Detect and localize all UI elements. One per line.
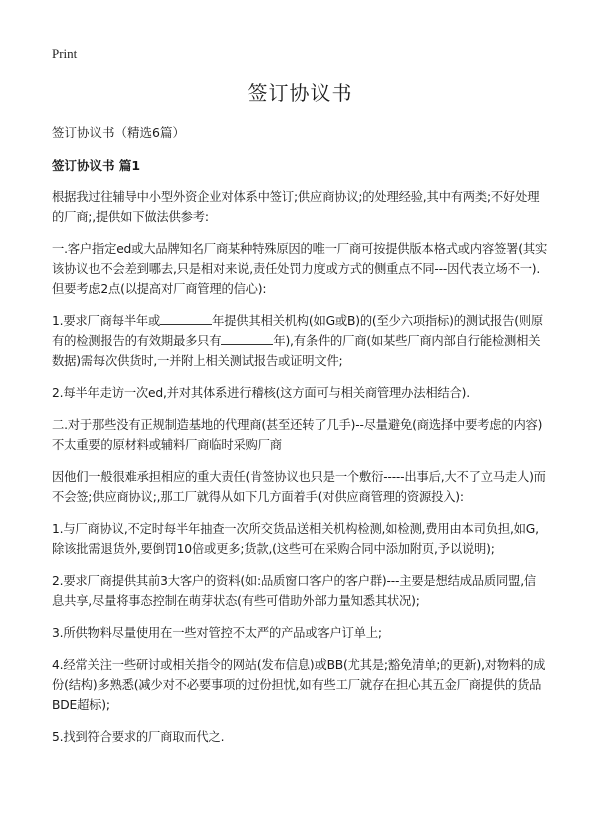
paragraph-text: 年提供其相关机构(如G或B)的(至少六项指标)的测试报告(则原有的检测报告的有效期最多只有 — [52, 314, 543, 348]
paragraph-reason: 因他们一般很难承担相应的重大责任(肯签协议也只是一个敷衍-----出事后,大不了立马走人)而不会签;供应商协议;,那工厂就得从如下几方面着手(对供应商管理的资源投入): — [52, 470, 546, 504]
fill-in-blank — [221, 332, 273, 345]
paragraph-measure-2: 2.要求厂商提供其前3大客户的资料(如:品质窗口客户的客户群)---主要是想结成品质同盟,信息共享,尽量将事态控制在萌芽状态(有些可借助外部力量知悉其状况); — [52, 574, 537, 608]
print-link[interactable]: Print — [52, 46, 78, 61]
section-heading: 签订协议书 篇1 — [52, 158, 141, 173]
paragraph-measure-3: 3.所供物料尽量使用在一些对管控不太严的产品或客户订单上; — [52, 626, 382, 640]
paragraph-measure-4: 4.经常关注一些研讨或相关指令的网站(发布信息)或BB(尤其是;豁免清单;的更新),对物料的成份(结构)多熟悉(减少对不必要事项的过份担忧,如有些工厂就存在担心其五金厂商提供的货品BDE超标); — [52, 658, 546, 712]
document-subtitle: 签订协议书（精选6篇） — [52, 125, 185, 140]
paragraph-requirement-1 — [52, 311, 548, 371]
paragraph-intro: 根据我过往辅导中小型外资企业对体系中签订;供应商协议;的处理经验,其中有两类;不好处理的厂商;,提供如下做法供参考: — [52, 190, 540, 224]
document-title: 签订协议书 — [247, 81, 353, 105]
paragraph-text: 1.要求厂商每半年或 — [52, 314, 161, 328]
paragraph-point-one: 一.客户指定ed或大品牌知名厂商某种特殊原因的唯一厂商可按提供版本格式或内容签署(其实该协议也不会差到哪去,只是相对来说,责任处罚力度或方式的侧重点不同---因代表立场不一).但要考虑2点(以提高对厂商管理的信心): — [52, 242, 548, 296]
fill-in-blank — [160, 312, 212, 325]
paragraph-measure-1: 1.与厂商协议,不定时每半年抽查一次所交货品送相关机构检测,如检测,费用由本司负担,如G,除该批需退货外,要倒罚10倍或更多;货款,(这些可在采购合同中添加附页,予以说明); — [52, 522, 539, 556]
paragraph-point-two: 二.对于那些没有正规制造基地的代理商(甚至还转了几手)--尽量避免(商选择中要考虑的内容)不太重要的原材料或辅料厂商临时采购厂商 — [52, 418, 543, 452]
paragraph-measure-5: 5.找到符合要求的厂商取而代之. — [52, 730, 225, 744]
paragraph-text: 年),有条件的厂商(如某些厂商内部自行能检测相关数据)需每次供货时,一并附上相关测试报告或证明文件; — [52, 334, 541, 368]
paragraph-requirement-2: 2.每半年走访一次ed,并对其体系进行稽核(这方面可与相关商管理办法相结合). — [52, 386, 470, 400]
